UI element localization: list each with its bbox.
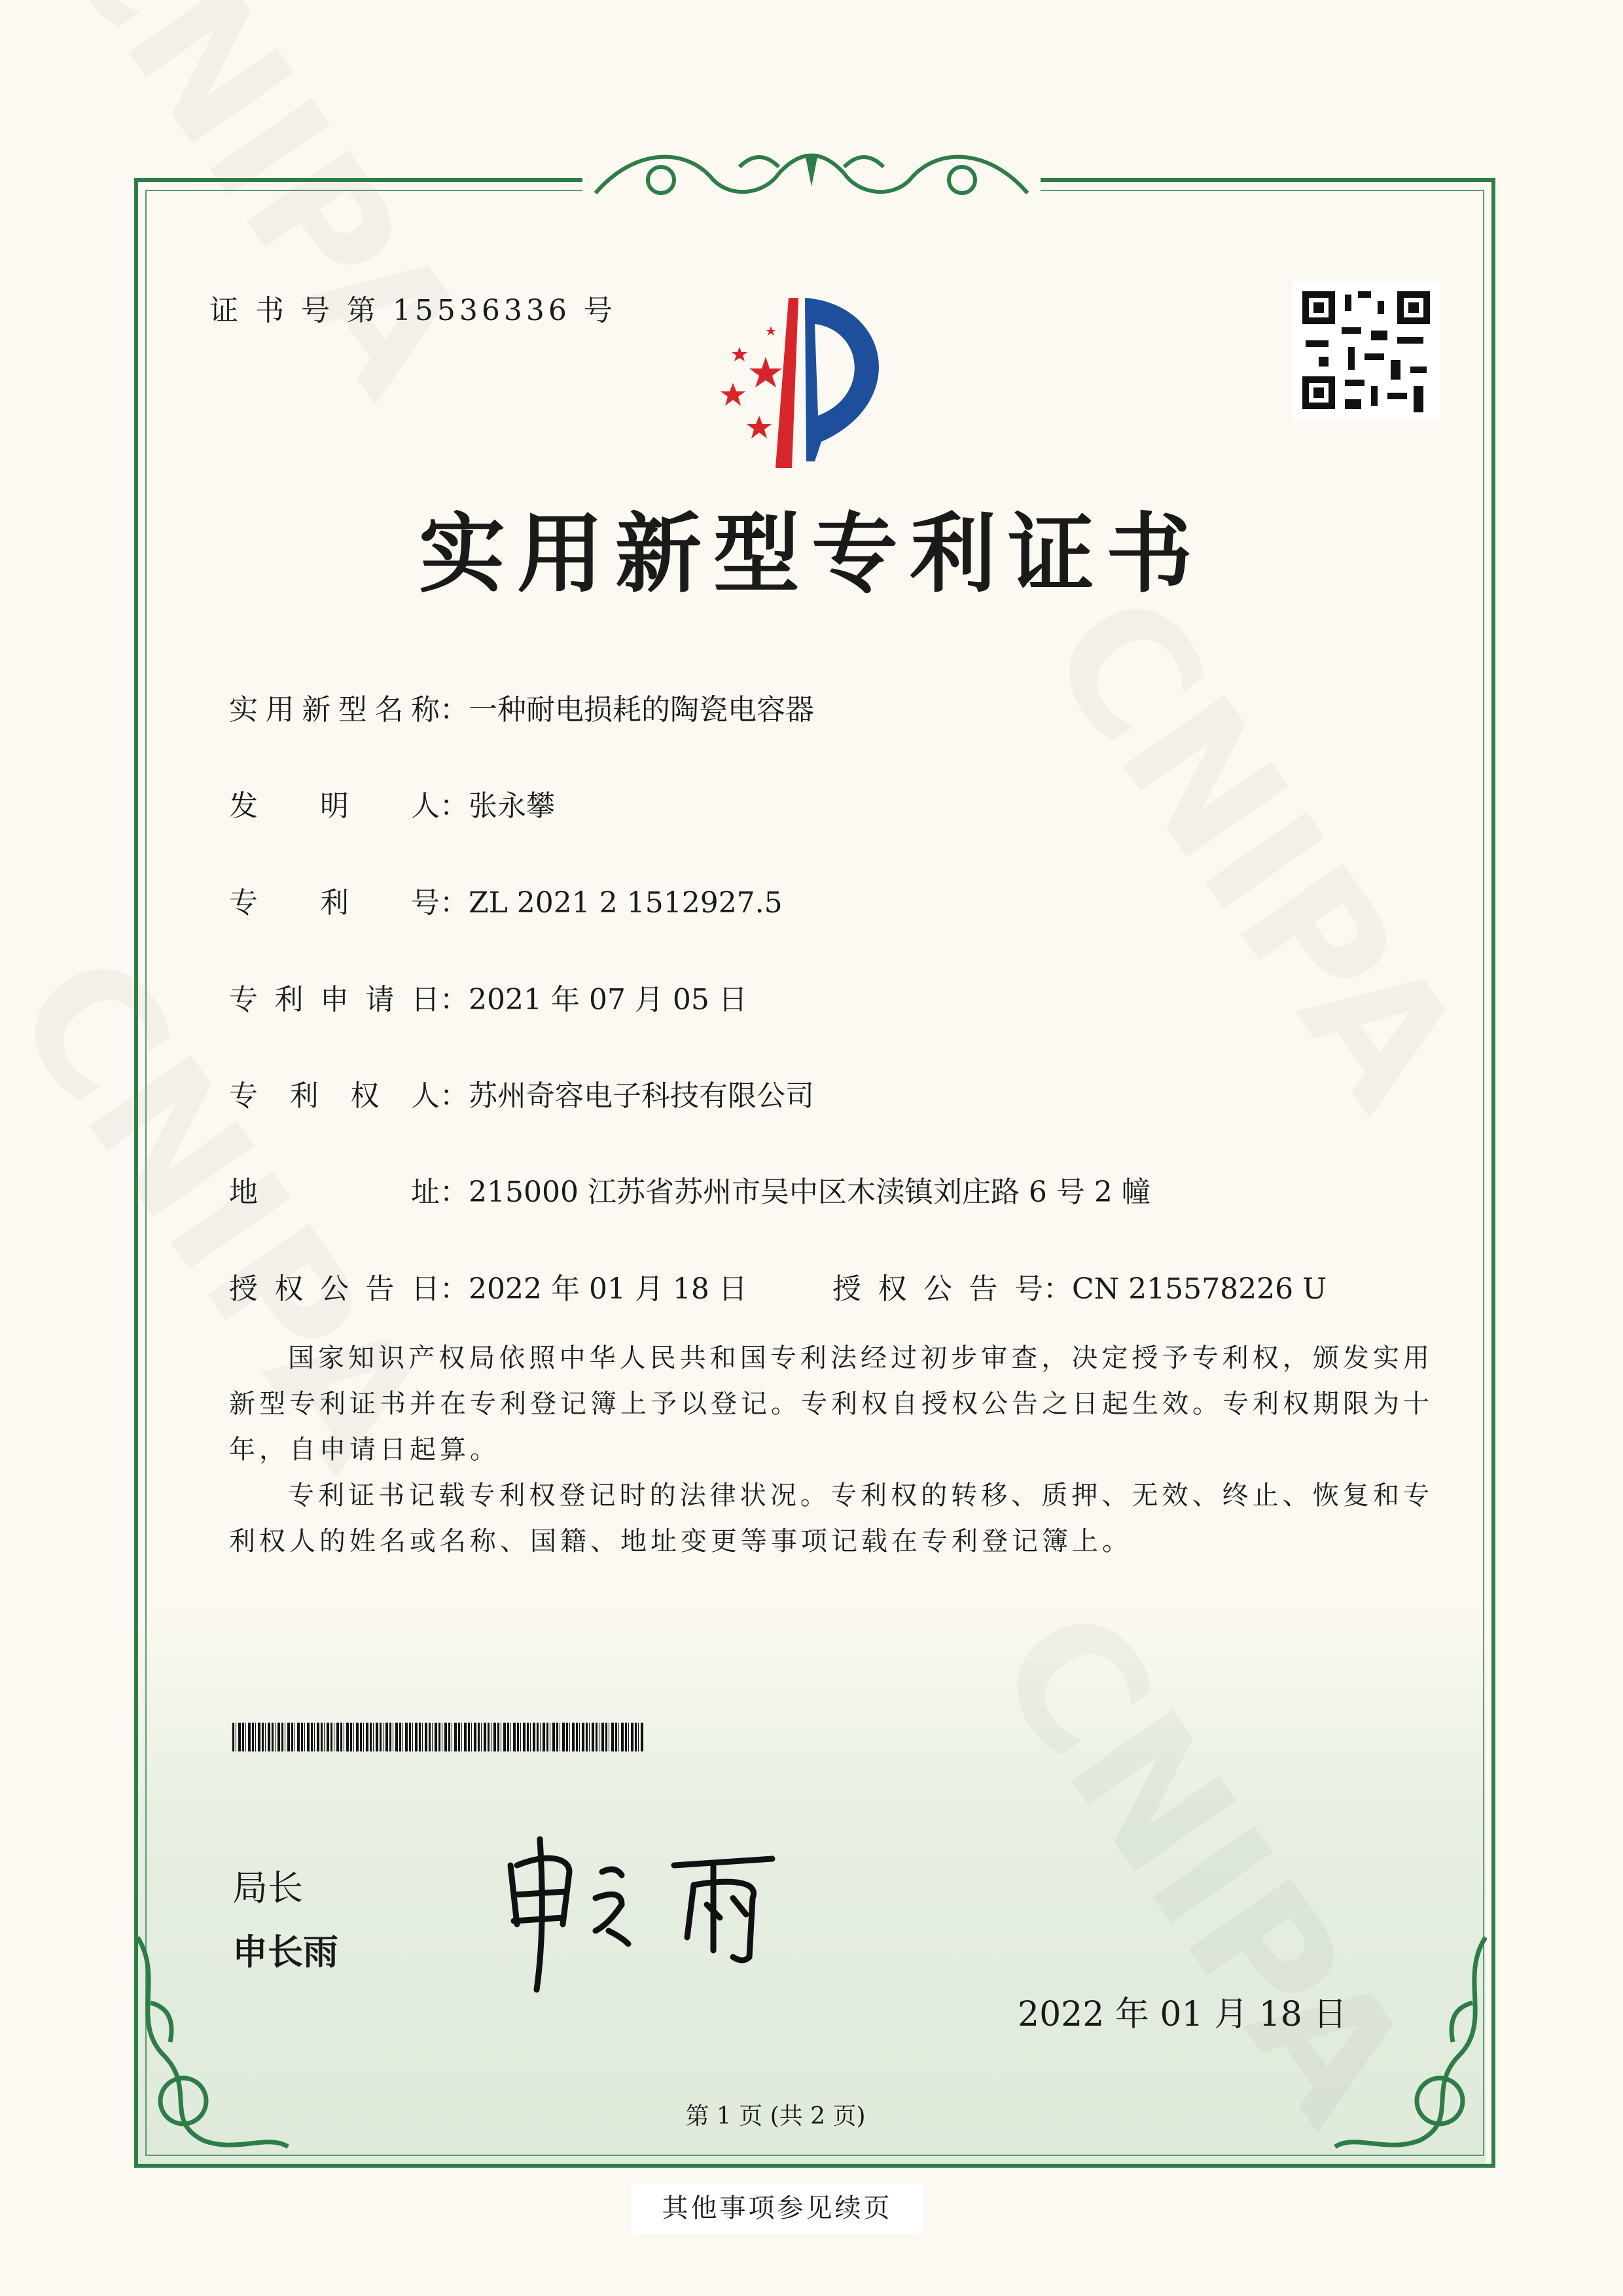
field-label: 授权公告号 bbox=[832, 1272, 1043, 1306]
continuation-note: 其他事项参见续页 bbox=[632, 2183, 923, 2234]
top-ornament-icon bbox=[582, 134, 1041, 216]
corner-ornament-right-icon bbox=[1329, 1924, 1499, 2173]
field-value: 苏州奇容电子科技有限公司 bbox=[469, 1079, 814, 1113]
field-value: 2021 年 07 月 05 日 bbox=[469, 983, 747, 1016]
barcode-icon bbox=[232, 1723, 645, 1751]
field-inventor: 发明人：张永攀 bbox=[229, 782, 555, 824]
field-label: 专利申请日 bbox=[229, 983, 440, 1016]
field-value: 215000 江苏省苏州市吴中区木渎镇刘庄路 6 号 2 幢 bbox=[469, 1175, 1150, 1209]
field-patent-number: 专利号：ZL 2021 2 1512927.5 bbox=[229, 879, 783, 921]
field-label: 地址 bbox=[229, 1175, 440, 1209]
field-value: 张永攀 bbox=[469, 789, 555, 823]
field-value: CN 215578226 U bbox=[1072, 1272, 1327, 1306]
field-announcement-number: 授权公告号：CN 215578226 U bbox=[832, 1265, 1327, 1307]
issue-date: 2022 年 01 月 18 日 bbox=[1018, 1995, 1347, 2034]
page-indicator: 第 1 页 (共 2 页) bbox=[685, 2103, 866, 2130]
signatory-title: 局长 bbox=[232, 1867, 303, 1909]
field-value: ZL 2021 2 1512927.5 bbox=[469, 886, 783, 920]
field-label: 授权公告日 bbox=[229, 1272, 440, 1306]
field-utility-model-name: 实用新型名称：一种耐电损耗的陶瓷电容器 bbox=[229, 686, 814, 728]
signatory-name: 申长雨 bbox=[232, 1931, 338, 1973]
field-label: 发明人 bbox=[229, 789, 440, 823]
field-label: 专利号 bbox=[229, 886, 440, 920]
statement-paragraph: 国家知识产权局依照中华人民共和国专利法经过初步审查，决定授予专利权，颁发实用新型专利证书并在专利登记簿上予以登记。专利权自授权公告之日起生效。专利权期限为十年，自申请日起算。 bbox=[229, 1343, 1433, 1465]
certificate-title: 实用新型专利证书 bbox=[419, 503, 1204, 605]
field-grant-date: 授权公告日：2022 年 01 月 18 日 bbox=[229, 1265, 747, 1307]
certificate-statement bbox=[229, 1335, 1433, 1564]
field-value: 一种耐电损耗的陶瓷电容器 bbox=[469, 693, 814, 726]
statement-paragraph: 专利证书记载专利权登记时的法律状况。专利权的转移、质押、无效、终止、恢复和专利权人的姓名或名称、国籍、地址变更等事项记载在专利登记簿上。 bbox=[229, 1480, 1433, 1556]
handwritten-signature-icon bbox=[497, 1826, 838, 1996]
qr-code-icon bbox=[1293, 281, 1440, 419]
cnipa-logo-icon bbox=[694, 285, 936, 471]
field-application-date: 专利申请日：2021 年 07 月 05 日 bbox=[229, 976, 747, 1018]
field-patentee: 专利权人：苏州奇容电子科技有限公司 bbox=[229, 1072, 814, 1114]
field-address: 地址：215000 江苏省苏州市吴中区木渎镇刘庄路 6 号 2 幢 bbox=[229, 1168, 1150, 1210]
field-value: 2022 年 01 月 18 日 bbox=[469, 1272, 747, 1306]
field-label: 专利权人 bbox=[229, 1079, 440, 1113]
field-label: 实用新型名称 bbox=[229, 693, 440, 726]
certificate-number: 证 书 号 第 15536336 号 bbox=[209, 294, 616, 327]
